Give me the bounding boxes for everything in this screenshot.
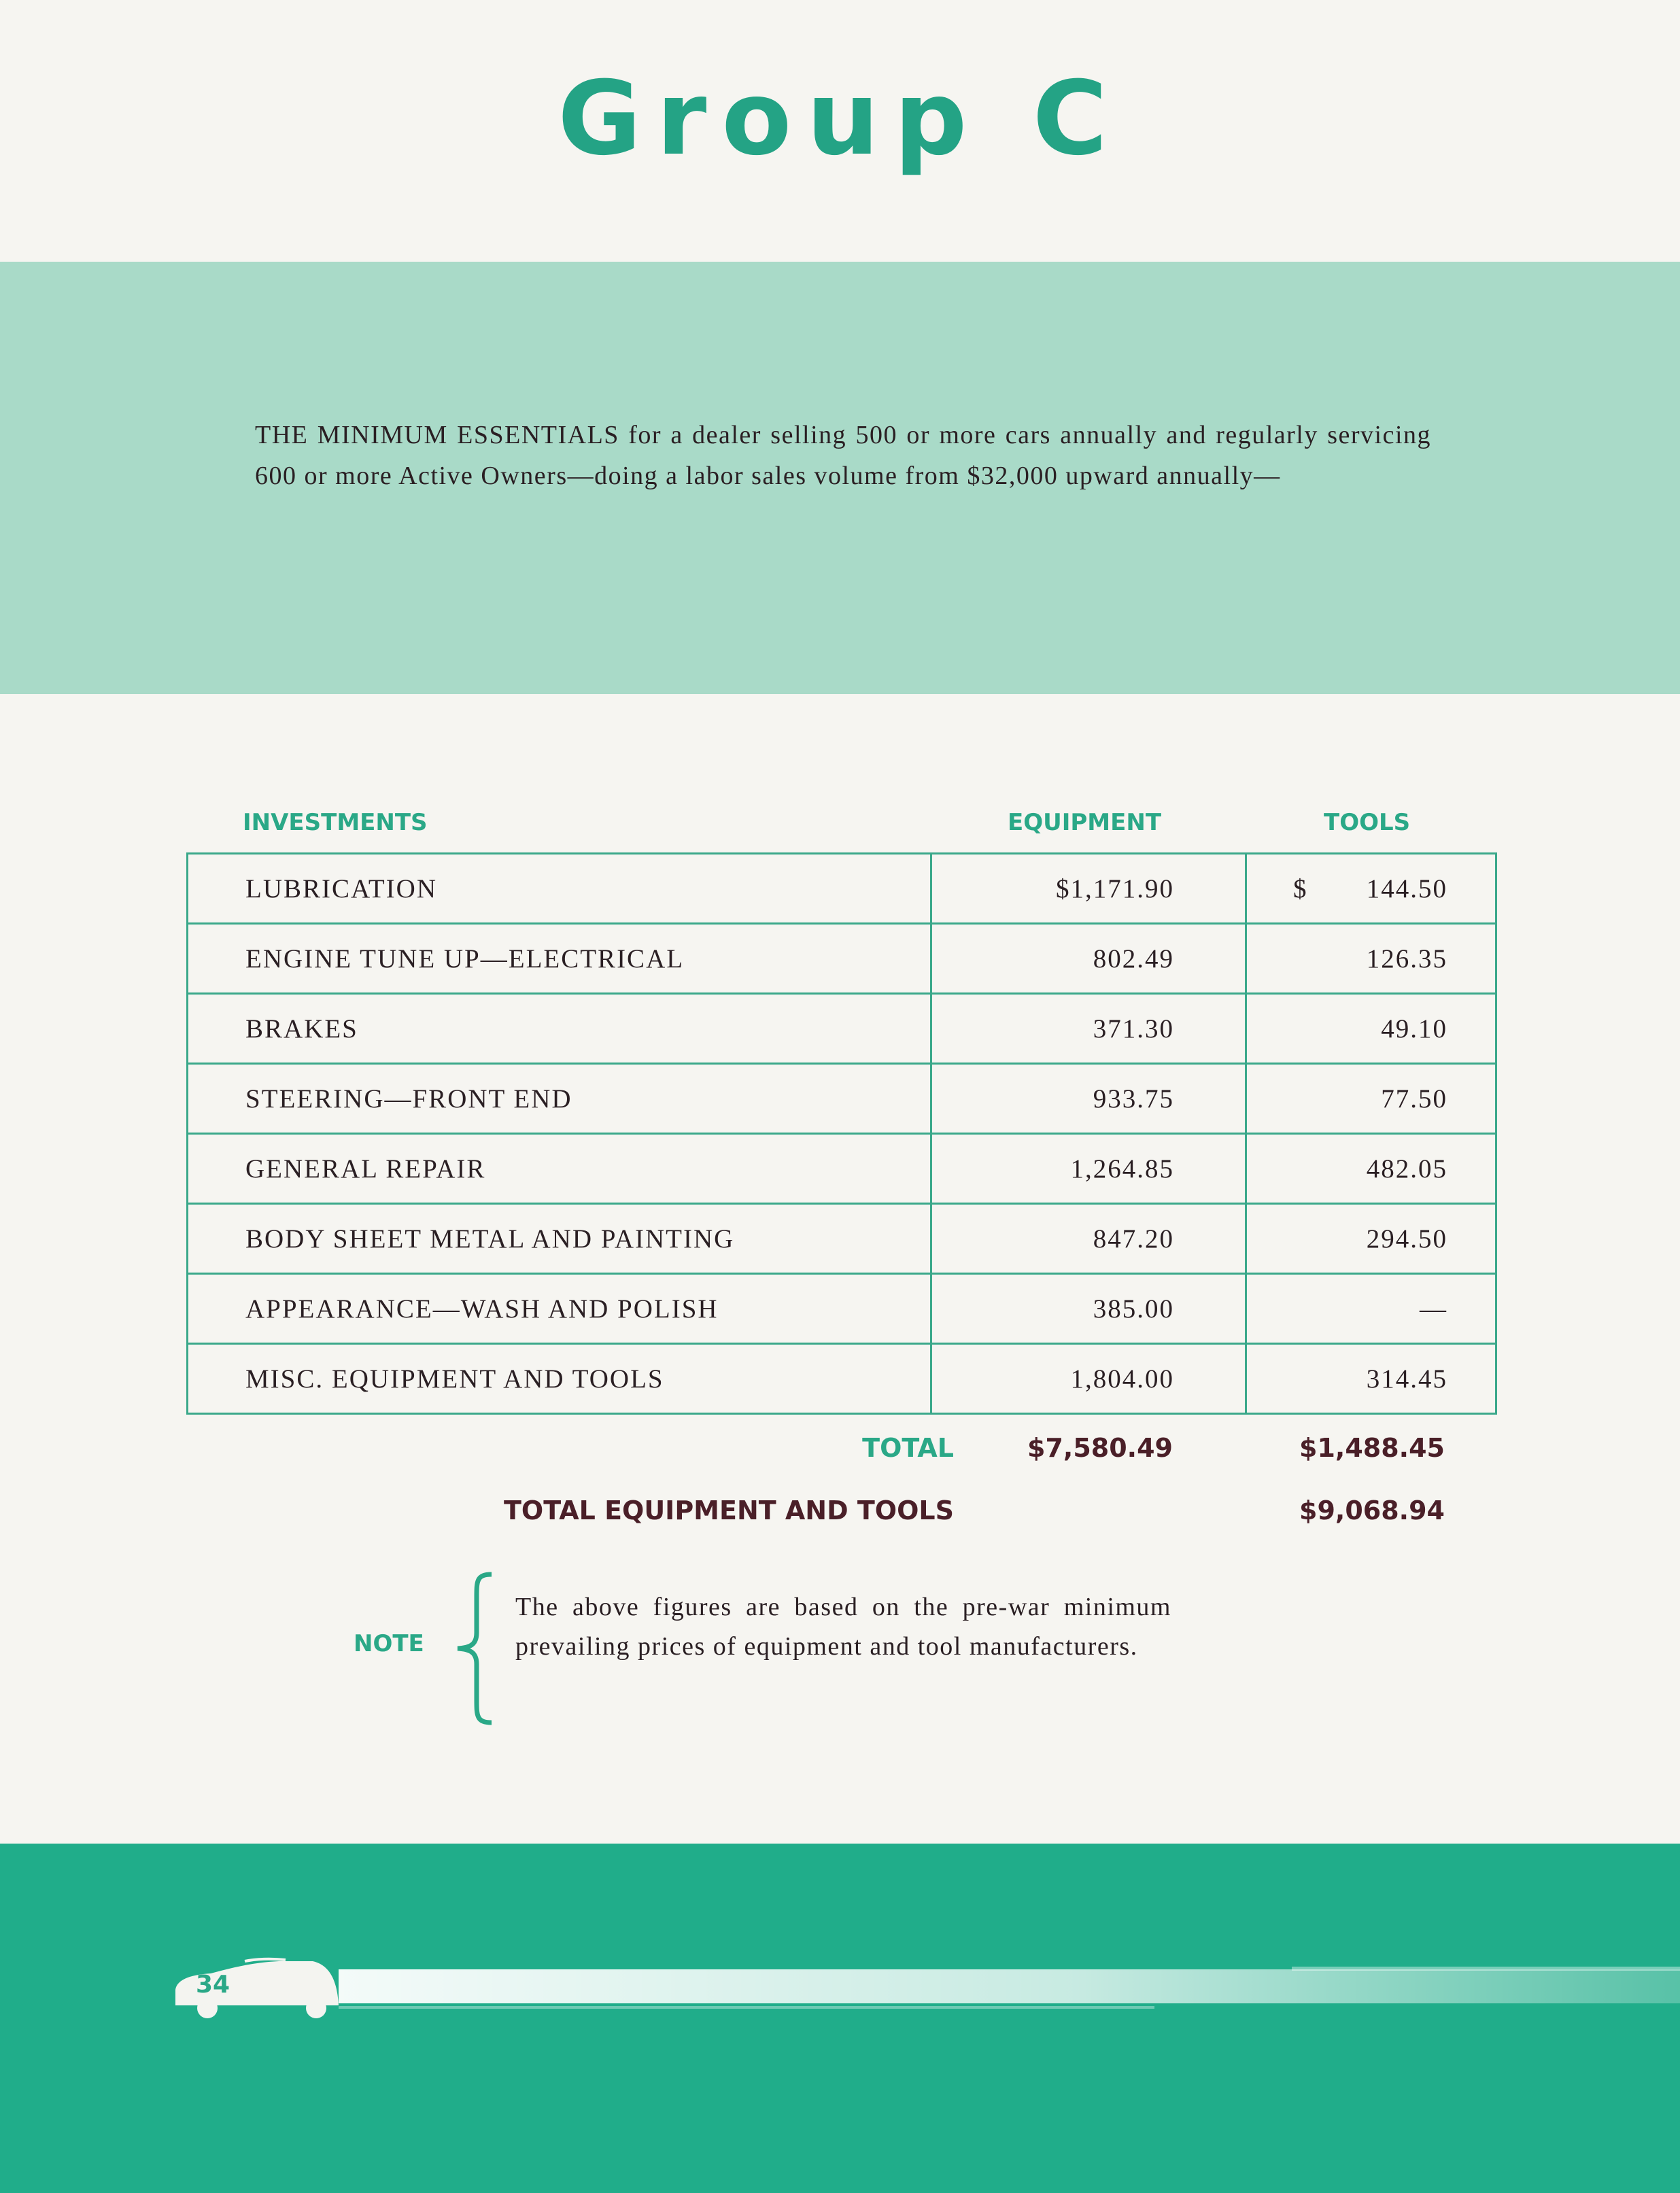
total-label: TOTAL xyxy=(862,1433,954,1463)
intro-text: THE MINIMUM ESSENTIALS for a dealer selling 500 or more cars annually and regularly servicing 600 or more Active Owners—doing a labor sales volume from $32,000 upward annually— xyxy=(255,421,1431,490)
row-equipment: 1,264.85 xyxy=(931,1134,1246,1204)
car-speed-lines-icon xyxy=(170,1941,1680,2029)
row-tools: — xyxy=(1246,1274,1496,1344)
total-equipment: $7,580.49 xyxy=(1027,1433,1173,1463)
table-row xyxy=(188,1204,1496,1274)
row-label: BODY SHEET METAL AND PAINTING xyxy=(188,1204,931,1274)
total-tools: $1,488.45 xyxy=(1299,1433,1445,1463)
row-tools: 482.05 xyxy=(1246,1134,1496,1204)
header-tools: TOOLS xyxy=(1324,809,1411,836)
row-tools: 49.10 xyxy=(1246,994,1496,1064)
row-equipment: 371.30 xyxy=(931,994,1246,1064)
row-label: APPEARANCE—WASH AND POLISH xyxy=(188,1274,931,1344)
row-tools: 126.35 xyxy=(1246,924,1496,994)
page-title: Group C xyxy=(558,60,1122,178)
row-label: LUBRICATION xyxy=(188,854,931,924)
header-investments: INVESTMENTS xyxy=(243,809,428,836)
header-equipment: EQUIPMENT xyxy=(1008,809,1162,836)
page-number: 34 xyxy=(196,1971,230,1999)
table-row xyxy=(188,994,1496,1064)
grand-total-value: $9,068.94 xyxy=(1299,1496,1445,1525)
curly-brace-icon xyxy=(452,1570,500,1727)
row-equipment: 933.75 xyxy=(931,1064,1246,1134)
row-equipment: 1,804.00 xyxy=(931,1344,1246,1414)
table-row xyxy=(188,854,1496,924)
row-tools: 77.50 xyxy=(1246,1064,1496,1134)
row-tools-cell xyxy=(1246,854,1496,924)
row-label: GENERAL REPAIR xyxy=(188,1134,931,1204)
dollar-sign: $ xyxy=(1293,874,1308,903)
row-equipment: 847.20 xyxy=(931,1204,1246,1274)
note-label: NOTE xyxy=(354,1630,424,1657)
note-text: The above figures are based on the pre-war minimum prevailing prices of equipment and tool manufacturers. xyxy=(515,1593,1171,1661)
row-label: MISC. EQUIPMENT AND TOOLS xyxy=(188,1344,931,1414)
row-equipment: 802.49 xyxy=(931,924,1246,994)
row-tools: 144.50 xyxy=(1366,874,1447,903)
table-row xyxy=(188,1344,1496,1414)
table-row xyxy=(188,1064,1496,1134)
investments-table xyxy=(186,852,1497,1415)
table-row xyxy=(188,1274,1496,1344)
table-row xyxy=(188,924,1496,994)
row-tools: 314.45 xyxy=(1246,1344,1496,1414)
table-row xyxy=(188,1134,1496,1204)
row-equipment: 385.00 xyxy=(931,1274,1246,1344)
row-equipment: $1,171.90 xyxy=(931,854,1246,924)
row-label: ENGINE TUNE UP—ELECTRICAL xyxy=(188,924,931,994)
row-tools: 294.50 xyxy=(1246,1204,1496,1274)
row-label: BRAKES xyxy=(188,994,931,1064)
grand-total-label: TOTAL EQUIPMENT AND TOOLS xyxy=(504,1496,954,1525)
row-label: STEERING—FRONT END xyxy=(188,1064,931,1134)
